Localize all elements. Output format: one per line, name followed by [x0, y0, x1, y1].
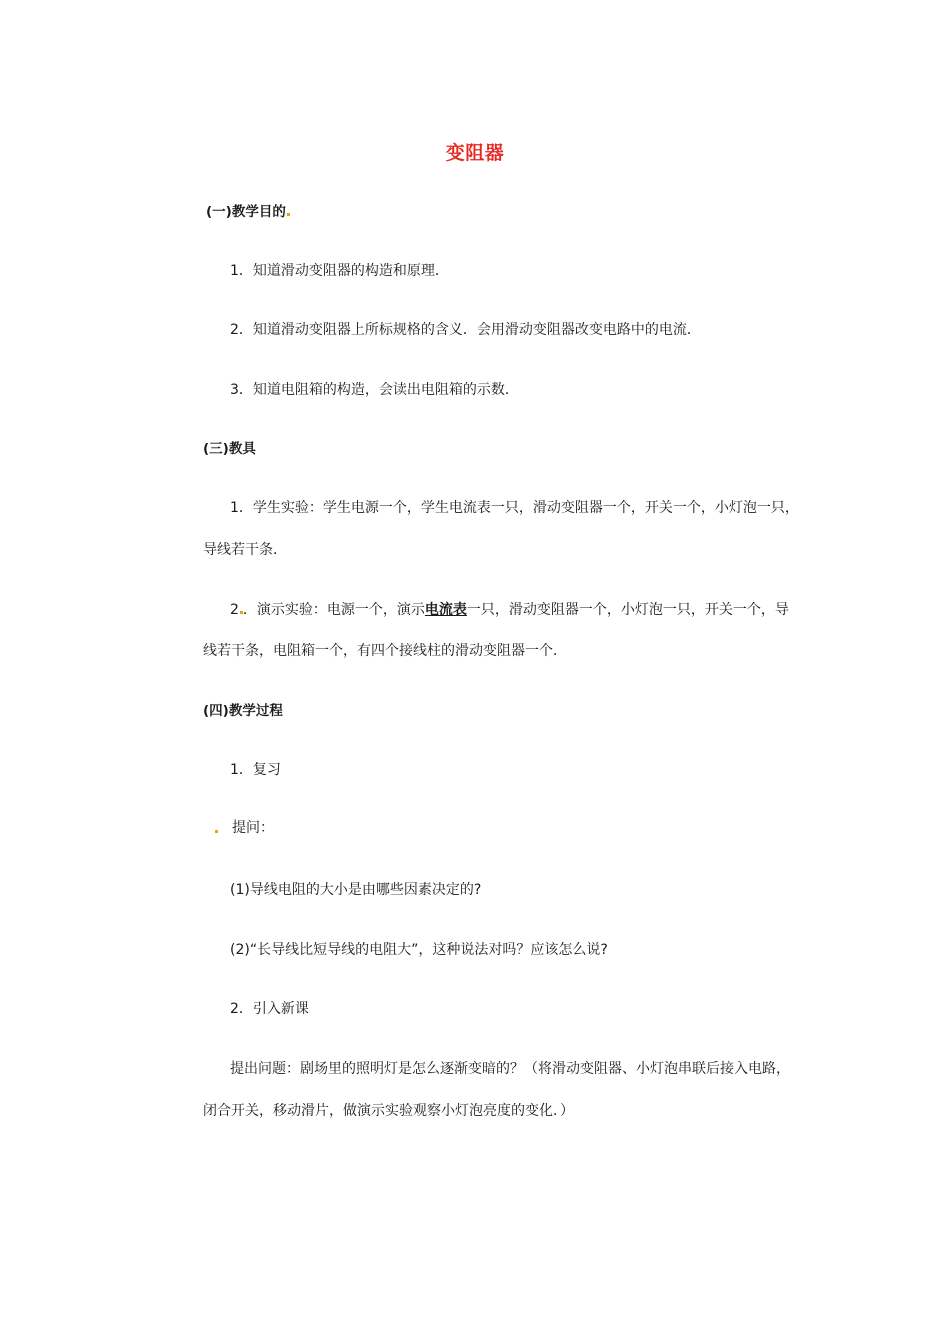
process-intro-line-2: 闭合开关，移动滑片，做演示实验观察小灯泡亮度的变化．）: [203, 1103, 574, 1119]
aids-item-2-line-1: [230, 600, 789, 620]
aids-item-1-line-2: 导线若干条．: [203, 542, 287, 558]
process-review: 1．复习: [230, 762, 281, 778]
process-question-1: (1)导线电阻的大小是由哪些因素决定的?: [230, 882, 482, 898]
marker-dot: [215, 830, 218, 833]
aids-item-2-text-start: ．演示实验：电源一个，演示: [242, 602, 425, 618]
marker-dot: [287, 213, 290, 216]
section-heading-objectives-text: (一)教学目的: [206, 204, 286, 220]
aids-item-1-line-1: 1．学生实验：学生电源一个，学生电流表一只，滑动变阻器一个，开关一个，小灯泡一只，: [230, 500, 799, 516]
aids-item-2-underlined-term: 电流表: [424, 602, 467, 618]
process-new-lesson: 2．引入新课: [230, 1001, 309, 1017]
section-heading-objectives: [206, 202, 290, 222]
section-heading-process: (四)教学过程: [203, 703, 283, 719]
objective-item-1: 1．知道滑动变阻器的构造和原理．: [230, 263, 449, 279]
aids-item-2-number: 2: [230, 602, 239, 618]
aids-item-2-text-rest: 一只，滑动变阻器一个，小灯泡一只，开关一个，导: [466, 602, 789, 618]
objective-item-3: 3．知道电阻箱的构造，会读出电阻箱的示数．: [230, 382, 519, 398]
process-question-label: 提问：: [232, 820, 274, 836]
aids-item-2-line-2: 线若干条，电阻箱一个，有四个接线柱的滑动变阻器一个．: [203, 643, 567, 659]
process-intro-line-1: 提出问题：剧场里的照明灯是怎么逐渐变暗的？（将滑动变阻器、小灯泡串联后接入电路，: [230, 1061, 790, 1077]
section-heading-teaching-aids: (三)教具: [203, 441, 256, 457]
process-question-2: (2)“长导线比短导线的电阻大”，这种说法对吗？应该怎么说?: [230, 942, 608, 958]
document-title: 变阻器: [445, 142, 505, 164]
objective-item-2: 2．知道滑动变阻器上所标规格的含义．会用滑动变阻器改变电路中的电流．: [230, 322, 701, 338]
